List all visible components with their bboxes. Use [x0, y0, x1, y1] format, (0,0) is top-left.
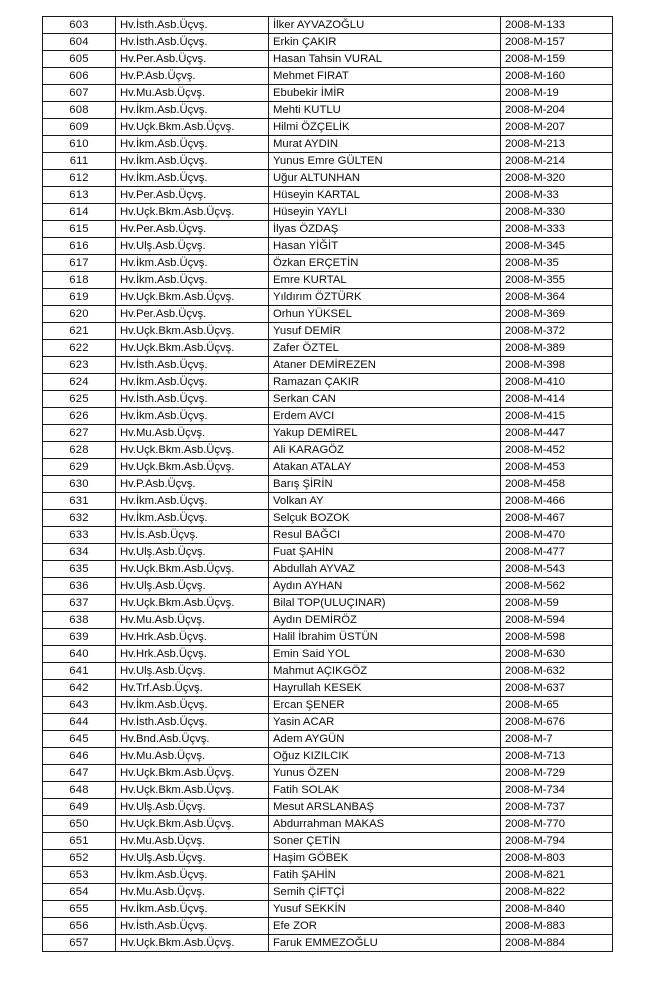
cell-rank: Hv.İkm.Asb.Üçvş.	[116, 374, 269, 391]
cell-full-name: Fuat ŞAHİN	[269, 544, 501, 561]
cell-full-name: Abdurrahman MAKAS	[269, 816, 501, 833]
cell-rank: Hv.Ulş.Asb.Üçvş.	[116, 850, 269, 867]
table-row	[43, 340, 613, 357]
cell-rank: Hv.İsth.Asb.Üçvş.	[116, 918, 269, 935]
table-row	[43, 119, 613, 136]
cell-full-name: Soner ÇETİN	[269, 833, 501, 850]
cell-file-number: 2008-M-840	[501, 901, 613, 918]
table-row	[43, 51, 613, 68]
cell-file-number: 2008-M-320	[501, 170, 613, 187]
cell-rank: Hv.İkm.Asb.Üçvş.	[116, 153, 269, 170]
cell-sequence-number: 651	[43, 833, 116, 850]
cell-sequence-number: 618	[43, 272, 116, 289]
cell-rank: Hv.Hrk.Asb.Üçvş.	[116, 646, 269, 663]
cell-file-number: 2008-M-213	[501, 136, 613, 153]
cell-file-number: 2008-M-204	[501, 102, 613, 119]
cell-rank: Hv.Uçk.Bkm.Asb.Üçvş.	[116, 561, 269, 578]
cell-rank: Hv.Hrk.Asb.Üçvş.	[116, 629, 269, 646]
personnel-table-body	[43, 17, 613, 952]
cell-sequence-number: 626	[43, 408, 116, 425]
cell-rank: Hv.Per.Asb.Üçvş.	[116, 306, 269, 323]
cell-sequence-number: 648	[43, 782, 116, 799]
table-row	[43, 391, 613, 408]
cell-sequence-number: 608	[43, 102, 116, 119]
cell-full-name: Ercan ŞENER	[269, 697, 501, 714]
table-row	[43, 459, 613, 476]
cell-full-name: Yusuf SEKKİN	[269, 901, 501, 918]
table-row	[43, 510, 613, 527]
table-row	[43, 646, 613, 663]
table-row	[43, 561, 613, 578]
cell-sequence-number: 640	[43, 646, 116, 663]
cell-full-name: Haşim GÖBEK	[269, 850, 501, 867]
cell-sequence-number: 606	[43, 68, 116, 85]
table-row	[43, 408, 613, 425]
cell-full-name: Mehti KUTLU	[269, 102, 501, 119]
cell-rank: Hv.Uçk.Bkm.Asb.Üçvş.	[116, 935, 269, 952]
cell-rank: Hv.İkm.Asb.Üçvş.	[116, 493, 269, 510]
cell-full-name: Faruk EMMEZOĞLU	[269, 935, 501, 952]
cell-file-number: 2008-M-364	[501, 289, 613, 306]
cell-rank: Hv.İkm.Asb.Üçvş.	[116, 901, 269, 918]
cell-sequence-number: 611	[43, 153, 116, 170]
cell-file-number: 2008-M-630	[501, 646, 613, 663]
table-row	[43, 680, 613, 697]
cell-rank: Hv.Uçk.Bkm.Asb.Üçvş.	[116, 459, 269, 476]
personnel-table-container	[42, 16, 612, 952]
cell-full-name: İlker AYVAZOĞLU	[269, 17, 501, 34]
personnel-table	[42, 16, 613, 952]
cell-sequence-number: 633	[43, 527, 116, 544]
cell-rank: Hv.Per.Asb.Üçvş.	[116, 51, 269, 68]
cell-sequence-number: 630	[43, 476, 116, 493]
cell-file-number: 2008-M-713	[501, 748, 613, 765]
cell-full-name: Hasan YİĞİT	[269, 238, 501, 255]
cell-rank: Hv.Uçk.Bkm.Asb.Üçvş.	[116, 816, 269, 833]
cell-full-name: Volkan AY	[269, 493, 501, 510]
cell-full-name: Hüseyin KARTAL	[269, 187, 501, 204]
cell-file-number: 2008-M-330	[501, 204, 613, 221]
cell-full-name: Orhun YÜKSEL	[269, 306, 501, 323]
cell-file-number: 2008-M-65	[501, 697, 613, 714]
cell-file-number: 2008-M-770	[501, 816, 613, 833]
cell-rank: Hv.İkm.Asb.Üçvş.	[116, 697, 269, 714]
cell-full-name: Atakan ATALAY	[269, 459, 501, 476]
cell-rank: Hv.P.Asb.Üçvş.	[116, 68, 269, 85]
table-row	[43, 221, 613, 238]
table-row	[43, 595, 613, 612]
cell-rank: Hv.Bnd.Asb.Üçvş.	[116, 731, 269, 748]
cell-full-name: Hayrullah KESEK	[269, 680, 501, 697]
cell-sequence-number: 650	[43, 816, 116, 833]
cell-rank: Hv.İkm.Asb.Üçvş.	[116, 510, 269, 527]
cell-full-name: Ramazan ÇAKIR	[269, 374, 501, 391]
cell-file-number: 2008-M-676	[501, 714, 613, 731]
table-row	[43, 442, 613, 459]
cell-file-number: 2008-M-562	[501, 578, 613, 595]
cell-full-name: Ali KARAGÖZ	[269, 442, 501, 459]
cell-rank: Hv.Uçk.Bkm.Asb.Üçvş.	[116, 340, 269, 357]
cell-file-number: 2008-M-729	[501, 765, 613, 782]
cell-rank: Hv.Mu.Asb.Üçvş.	[116, 425, 269, 442]
cell-full-name: Emre KURTAL	[269, 272, 501, 289]
cell-file-number: 2008-M-883	[501, 918, 613, 935]
table-row	[43, 799, 613, 816]
cell-full-name: Oğuz KIZILCIK	[269, 748, 501, 765]
cell-file-number: 2008-M-447	[501, 425, 613, 442]
cell-file-number: 2008-M-59	[501, 595, 613, 612]
cell-file-number: 2008-M-598	[501, 629, 613, 646]
table-row	[43, 544, 613, 561]
cell-rank: Hv.Mu.Asb.Üçvş.	[116, 85, 269, 102]
cell-sequence-number: 634	[43, 544, 116, 561]
cell-file-number: 2008-M-414	[501, 391, 613, 408]
cell-sequence-number: 617	[43, 255, 116, 272]
cell-full-name: Yusuf DEMİR	[269, 323, 501, 340]
cell-full-name: Barış ŞİRİN	[269, 476, 501, 493]
table-row	[43, 663, 613, 680]
cell-sequence-number: 615	[43, 221, 116, 238]
cell-sequence-number: 636	[43, 578, 116, 595]
cell-rank: Hv.Uçk.Bkm.Asb.Üçvş.	[116, 323, 269, 340]
cell-rank: Hv.Ulş.Asb.Üçvş.	[116, 238, 269, 255]
cell-file-number: 2008-M-333	[501, 221, 613, 238]
cell-rank: Hv.İsth.Asb.Üçvş.	[116, 391, 269, 408]
table-row	[43, 102, 613, 119]
table-row	[43, 884, 613, 901]
table-row	[43, 204, 613, 221]
cell-file-number: 2008-M-467	[501, 510, 613, 527]
cell-rank: Hv.Ulş.Asb.Üçvş.	[116, 544, 269, 561]
table-row	[43, 170, 613, 187]
table-row	[43, 901, 613, 918]
table-row	[43, 306, 613, 323]
cell-sequence-number: 629	[43, 459, 116, 476]
cell-rank: Hv.Mu.Asb.Üçvş.	[116, 748, 269, 765]
cell-sequence-number: 621	[43, 323, 116, 340]
cell-sequence-number: 614	[43, 204, 116, 221]
cell-file-number: 2008-M-477	[501, 544, 613, 561]
cell-file-number: 2008-M-637	[501, 680, 613, 697]
table-row	[43, 782, 613, 799]
cell-full-name: Hüseyin YAYLI	[269, 204, 501, 221]
table-row	[43, 85, 613, 102]
table-row	[43, 612, 613, 629]
cell-rank: Hv.Uçk.Bkm.Asb.Üçvş.	[116, 442, 269, 459]
cell-file-number: 2008-M-452	[501, 442, 613, 459]
table-row	[43, 272, 613, 289]
table-row	[43, 357, 613, 374]
cell-file-number: 2008-M-35	[501, 255, 613, 272]
cell-sequence-number: 612	[43, 170, 116, 187]
table-row	[43, 323, 613, 340]
cell-full-name: Halil İbrahim ÜSTÜN	[269, 629, 501, 646]
table-row	[43, 714, 613, 731]
cell-full-name: Mehmet FIRAT	[269, 68, 501, 85]
table-row	[43, 255, 613, 272]
table-row	[43, 816, 613, 833]
table-row	[43, 527, 613, 544]
table-row	[43, 935, 613, 952]
cell-sequence-number: 646	[43, 748, 116, 765]
cell-sequence-number: 641	[43, 663, 116, 680]
cell-file-number: 2008-M-632	[501, 663, 613, 680]
table-row	[43, 833, 613, 850]
table-row	[43, 374, 613, 391]
table-row	[43, 765, 613, 782]
cell-sequence-number: 632	[43, 510, 116, 527]
cell-full-name: Fatih SOLAK	[269, 782, 501, 799]
cell-rank: Hv.Trf.Asb.Üçvş.	[116, 680, 269, 697]
cell-sequence-number: 627	[43, 425, 116, 442]
cell-full-name: Yunus Emre GÜLTEN	[269, 153, 501, 170]
cell-full-name: Bilal TOP(ULUÇINAR)	[269, 595, 501, 612]
cell-full-name: Efe ZOR	[269, 918, 501, 935]
cell-file-number: 2008-M-410	[501, 374, 613, 391]
table-row	[43, 629, 613, 646]
cell-rank: Hv.İkm.Asb.Üçvş.	[116, 867, 269, 884]
cell-full-name: Semih ÇİFTÇİ	[269, 884, 501, 901]
cell-file-number: 2008-M-19	[501, 85, 613, 102]
table-row	[43, 17, 613, 34]
cell-file-number: 2008-M-214	[501, 153, 613, 170]
cell-file-number: 2008-M-543	[501, 561, 613, 578]
cell-file-number: 2008-M-470	[501, 527, 613, 544]
cell-sequence-number: 657	[43, 935, 116, 952]
cell-full-name: Adem AYGÜN	[269, 731, 501, 748]
cell-sequence-number: 643	[43, 697, 116, 714]
cell-file-number: 2008-M-458	[501, 476, 613, 493]
cell-full-name: Yasin ACAR	[269, 714, 501, 731]
cell-rank: Hv.Ulş.Asb.Üçvş.	[116, 663, 269, 680]
cell-file-number: 2008-M-389	[501, 340, 613, 357]
cell-sequence-number: 656	[43, 918, 116, 935]
cell-sequence-number: 637	[43, 595, 116, 612]
cell-file-number: 2008-M-207	[501, 119, 613, 136]
cell-sequence-number: 647	[43, 765, 116, 782]
cell-rank: Hv.İs.Asb.Üçvş.	[116, 527, 269, 544]
table-row	[43, 850, 613, 867]
cell-rank: Hv.İsth.Asb.Üçvş.	[116, 357, 269, 374]
cell-sequence-number: 609	[43, 119, 116, 136]
cell-rank: Hv.Uçk.Bkm.Asb.Üçvş.	[116, 595, 269, 612]
cell-rank: Hv.İkm.Asb.Üçvş.	[116, 408, 269, 425]
cell-rank: Hv.Mu.Asb.Üçvş.	[116, 884, 269, 901]
table-row	[43, 238, 613, 255]
cell-full-name: Ebubekir İMİR	[269, 85, 501, 102]
table-row	[43, 68, 613, 85]
cell-file-number: 2008-M-794	[501, 833, 613, 850]
cell-full-name: Mahmut AÇIKGÖZ	[269, 663, 501, 680]
cell-file-number: 2008-M-737	[501, 799, 613, 816]
cell-sequence-number: 635	[43, 561, 116, 578]
table-row	[43, 697, 613, 714]
cell-full-name: Uğur ALTUNHAN	[269, 170, 501, 187]
cell-file-number: 2008-M-822	[501, 884, 613, 901]
table-row	[43, 136, 613, 153]
cell-full-name: Yakup DEMİREL	[269, 425, 501, 442]
cell-sequence-number: 624	[43, 374, 116, 391]
cell-rank: Hv.Uçk.Bkm.Asb.Üçvş.	[116, 204, 269, 221]
table-row	[43, 187, 613, 204]
table-row	[43, 867, 613, 884]
cell-sequence-number: 622	[43, 340, 116, 357]
cell-full-name: Serkan CAN	[269, 391, 501, 408]
cell-rank: Hv.Uçk.Bkm.Asb.Üçvş.	[116, 765, 269, 782]
cell-sequence-number: 623	[43, 357, 116, 374]
cell-full-name: Zafer ÖZTEL	[269, 340, 501, 357]
cell-rank: Hv.İsth.Asb.Üçvş.	[116, 714, 269, 731]
cell-file-number: 2008-M-398	[501, 357, 613, 374]
table-row	[43, 493, 613, 510]
cell-sequence-number: 616	[43, 238, 116, 255]
table-row	[43, 578, 613, 595]
cell-file-number: 2008-M-160	[501, 68, 613, 85]
cell-sequence-number: 652	[43, 850, 116, 867]
cell-rank: Hv.Ulş.Asb.Üçvş.	[116, 799, 269, 816]
cell-full-name: Özkan ERÇETİN	[269, 255, 501, 272]
cell-rank: Hv.İkm.Asb.Üçvş.	[116, 170, 269, 187]
cell-full-name: Hilmi ÖZÇELİK	[269, 119, 501, 136]
cell-file-number: 2008-M-33	[501, 187, 613, 204]
cell-full-name: Ataner DEMİREZEN	[269, 357, 501, 374]
cell-rank: Hv.Uçk.Bkm.Asb.Üçvş.	[116, 289, 269, 306]
cell-file-number: 2008-M-345	[501, 238, 613, 255]
cell-file-number: 2008-M-159	[501, 51, 613, 68]
cell-file-number: 2008-M-157	[501, 34, 613, 51]
cell-rank: Hv.Uçk.Bkm.Asb.Üçvş.	[116, 782, 269, 799]
cell-rank: Hv.Ulş.Asb.Üçvş.	[116, 578, 269, 595]
cell-rank: Hv.Per.Asb.Üçvş.	[116, 221, 269, 238]
cell-full-name: Erkin ÇAKIR	[269, 34, 501, 51]
cell-full-name: Abdullah AYVAZ	[269, 561, 501, 578]
cell-full-name: Selçuk BOZOK	[269, 510, 501, 527]
cell-full-name: Hasan Tahsin VURAL	[269, 51, 501, 68]
cell-rank: Hv.İsth.Asb.Üçvş.	[116, 34, 269, 51]
cell-full-name: Erdem AVCI	[269, 408, 501, 425]
cell-full-name: Yıldırım ÖZTÜRK	[269, 289, 501, 306]
cell-rank: Hv.İkm.Asb.Üçvş.	[116, 255, 269, 272]
table-row	[43, 731, 613, 748]
cell-sequence-number: 607	[43, 85, 116, 102]
cell-file-number: 2008-M-466	[501, 493, 613, 510]
cell-sequence-number: 603	[43, 17, 116, 34]
cell-full-name: Aydın AYHAN	[269, 578, 501, 595]
cell-rank: Hv.İsth.Asb.Üçvş.	[116, 17, 269, 34]
table-row	[43, 748, 613, 765]
cell-file-number: 2008-M-133	[501, 17, 613, 34]
cell-rank: Hv.P.Asb.Üçvş.	[116, 476, 269, 493]
cell-file-number: 2008-M-734	[501, 782, 613, 799]
cell-file-number: 2008-M-453	[501, 459, 613, 476]
cell-sequence-number: 645	[43, 731, 116, 748]
cell-rank: Hv.Uçk.Bkm.Asb.Üçvş.	[116, 119, 269, 136]
cell-full-name: Emin Said YOL	[269, 646, 501, 663]
table-row	[43, 425, 613, 442]
table-row	[43, 476, 613, 493]
cell-full-name: Murat AYDIN	[269, 136, 501, 153]
cell-file-number: 2008-M-594	[501, 612, 613, 629]
table-row	[43, 918, 613, 935]
table-row	[43, 289, 613, 306]
table-row	[43, 153, 613, 170]
cell-file-number: 2008-M-7	[501, 731, 613, 748]
cell-file-number: 2008-M-803	[501, 850, 613, 867]
cell-file-number: 2008-M-821	[501, 867, 613, 884]
cell-sequence-number: 644	[43, 714, 116, 731]
cell-sequence-number: 604	[43, 34, 116, 51]
cell-file-number: 2008-M-372	[501, 323, 613, 340]
cell-sequence-number: 628	[43, 442, 116, 459]
cell-rank: Hv.İkm.Asb.Üçvş.	[116, 102, 269, 119]
cell-sequence-number: 655	[43, 901, 116, 918]
cell-sequence-number: 649	[43, 799, 116, 816]
cell-full-name: Resul BAĞCI	[269, 527, 501, 544]
cell-rank: Hv.Mu.Asb.Üçvş.	[116, 612, 269, 629]
cell-sequence-number: 639	[43, 629, 116, 646]
cell-full-name: Mesut ARSLANBAŞ	[269, 799, 501, 816]
cell-sequence-number: 605	[43, 51, 116, 68]
cell-sequence-number: 654	[43, 884, 116, 901]
cell-file-number: 2008-M-355	[501, 272, 613, 289]
cell-full-name: Aydın DEMİRÖZ	[269, 612, 501, 629]
cell-sequence-number: 613	[43, 187, 116, 204]
cell-rank: Hv.İkm.Asb.Üçvş.	[116, 136, 269, 153]
cell-file-number: 2008-M-369	[501, 306, 613, 323]
cell-sequence-number: 638	[43, 612, 116, 629]
cell-file-number: 2008-M-415	[501, 408, 613, 425]
cell-sequence-number: 619	[43, 289, 116, 306]
cell-sequence-number: 625	[43, 391, 116, 408]
cell-rank: Hv.Per.Asb.Üçvş.	[116, 187, 269, 204]
cell-rank: Hv.İkm.Asb.Üçvş.	[116, 272, 269, 289]
cell-sequence-number: 610	[43, 136, 116, 153]
table-row	[43, 34, 613, 51]
cell-sequence-number: 642	[43, 680, 116, 697]
cell-full-name: Yunus ÖZEN	[269, 765, 501, 782]
cell-file-number: 2008-M-884	[501, 935, 613, 952]
cell-full-name: İlyas ÖZDAŞ	[269, 221, 501, 238]
cell-sequence-number: 631	[43, 493, 116, 510]
cell-sequence-number: 653	[43, 867, 116, 884]
cell-rank: Hv.Mu.Asb.Üçvş.	[116, 833, 269, 850]
cell-sequence-number: 620	[43, 306, 116, 323]
cell-full-name: Fatih ŞAHİN	[269, 867, 501, 884]
